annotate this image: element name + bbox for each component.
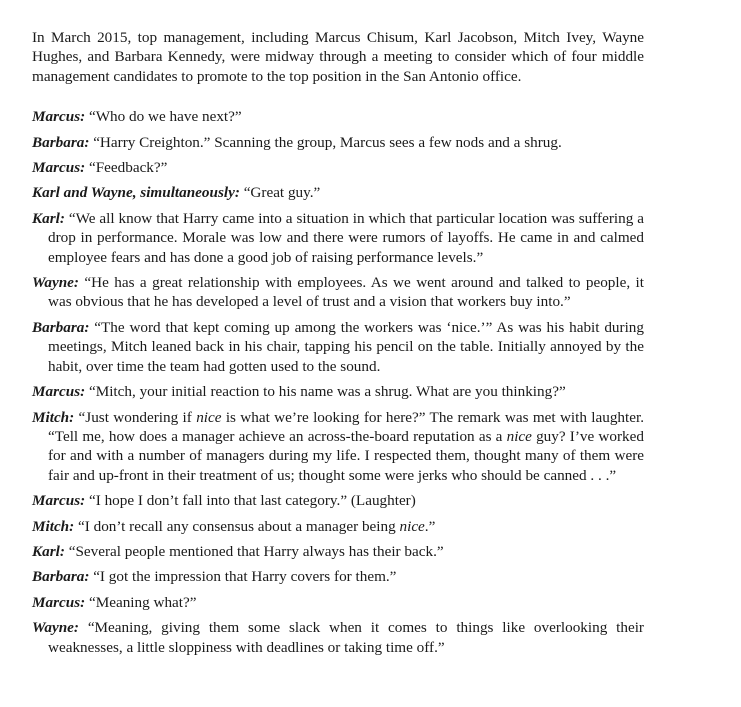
dialogue-turn	[32, 618, 644, 657]
speaker-name: Karl:	[32, 542, 65, 560]
dialogue-transcript	[32, 107, 644, 657]
speaker-name: Karl and Wayne, simultaneously:	[32, 184, 240, 202]
speech-text: “I don’t recall any consensus about a manager being	[74, 517, 400, 535]
speaker-name: Mitch:	[32, 517, 75, 535]
speech-text: “Several people mentioned that Harry always has their back.”	[64, 542, 444, 560]
dialogue-turn	[32, 183, 644, 202]
speaker-name: Barbara:	[32, 568, 90, 586]
dialogue-turn	[32, 133, 644, 152]
dialogue-turn	[32, 273, 644, 312]
dialogue-turn	[32, 158, 644, 177]
speaker-name: Mitch:	[32, 408, 75, 426]
emphasized-text: nice	[196, 408, 222, 426]
speech-text: is what we’re looking for here?” The remark was met with laughter. “Tell me, how does a manager achieve an across-the-board reputation as a	[48, 408, 644, 445]
dialogue-turn	[32, 318, 644, 376]
dialogue-turn	[32, 107, 644, 126]
speech-text: guy? I’ve worked for and with a number of managers during my life. I respected them, thought many of them were fair and up-front in their treatment of us; thought some were jerks who should be canned . . .”	[48, 427, 644, 484]
intro-paragraph: In March 2015, top management, including Marcus Chisum, Karl Jacobson, Mitch Ivey, Wayne Hughes, and Barbara Kennedy, were midway through a meeting to consider which of four middle management candidates to promote to the top position in the San Antonio office.	[32, 29, 644, 85]
speaker-name: Marcus:	[32, 593, 86, 611]
dialogue-turn	[32, 542, 644, 561]
speech-text: “Feedback?”	[85, 159, 168, 177]
speaker-name: Marcus:	[32, 108, 86, 126]
emphasized-text: nice	[399, 517, 425, 535]
speaker-name: Wayne:	[32, 619, 79, 637]
dialogue-turn	[32, 517, 644, 536]
speech-text: “Harry Creighton.” Scanning the group, Marcus sees a few nods and a shrug.	[89, 133, 562, 151]
dialogue-turn	[32, 491, 644, 510]
dialogue-turn	[32, 408, 644, 486]
dialogue-turn	[32, 209, 644, 267]
speaker-name: Karl:	[32, 209, 65, 227]
dialogue-turn	[32, 567, 644, 586]
speech-text: “Mitch, your initial reaction to his name was a shrug. What are you thinking?”	[85, 383, 566, 401]
speaker-name: Marcus:	[32, 492, 86, 510]
speech-text: “Just wondering if	[74, 408, 197, 426]
speech-text: “Great guy.”	[239, 184, 321, 202]
emphasized-text: nice	[506, 427, 532, 445]
speaker-name: Marcus:	[32, 383, 86, 401]
speech-text: “The word that kept coming up among the workers was ‘nice.’” As was his habit during meetings, Mitch leaned back in his chair, tapping his pencil on the table. Initially annoyed by the habit, over time the team had gotten used to the sound.	[48, 318, 644, 375]
case-text	[32, 28, 644, 663]
speaker-name: Wayne:	[32, 274, 79, 292]
speech-text: “I got the impression that Harry covers for them.”	[89, 568, 397, 586]
dialogue-turn	[32, 593, 644, 612]
speaker-name: Barbara:	[32, 318, 90, 336]
speech-text: “We all know that Harry came into a situation in which that particular location was suffering a drop in performance. Morale was low and there were rumors of layoffs. He came in and calmed employee fears and has done a good job of raising performance levels.”	[48, 209, 644, 266]
speech-text: “He has a great relationship with employees. As we went around and talked to people, it was obvious that he has developed a level of trust and a vision that workers buy into.”	[48, 274, 644, 311]
speaker-name: Barbara:	[32, 133, 90, 151]
dialogue-turn	[32, 382, 644, 401]
speech-text: “Meaning what?”	[85, 593, 197, 611]
speech-text: .”	[424, 517, 436, 535]
speech-text: “Meaning, giving them some slack when it comes to things like overlooking their weaknesses, a little sloppiness with deadlines or taking time off.”	[48, 619, 644, 656]
speaker-name: Marcus:	[32, 159, 86, 177]
speech-text: “I hope I don’t fall into that last category.” (Laughter)	[85, 492, 416, 510]
speech-text: “Who do we have next?”	[85, 108, 242, 126]
